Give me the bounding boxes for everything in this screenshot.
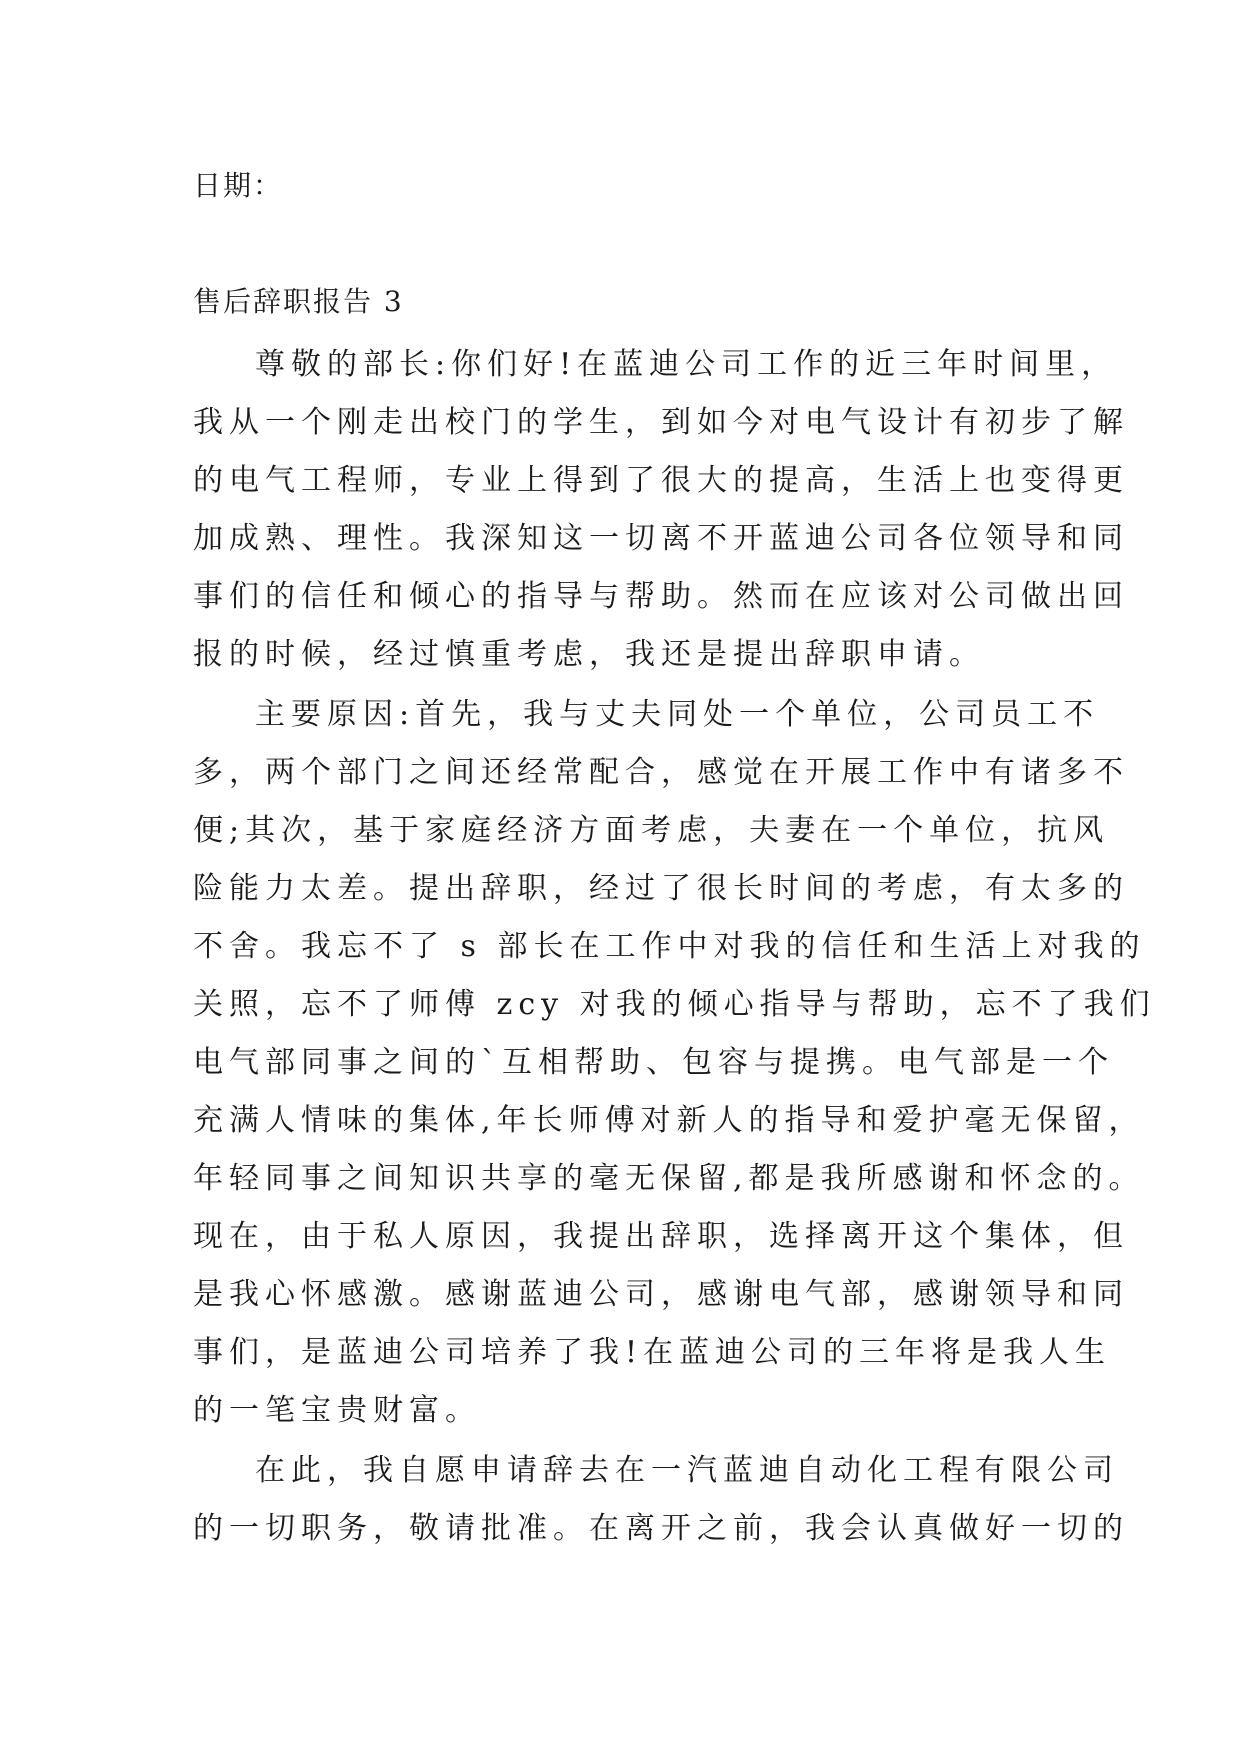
text-line: 不舍。我忘不了 s 部长在工作中对我的信任和生活上对我的 — [193, 929, 1146, 964]
text-line: 年轻同事之间知识共享的毫无保留,都是我所感谢和怀念的。 — [193, 1161, 1145, 1196]
paragraph-greeting — [193, 336, 1129, 684]
paragraph-reasons — [193, 686, 1156, 1440]
document-title: 售后辞职报告 3 — [193, 285, 404, 318]
text-line: 关照，忘不了师傅 zcy 对我的倾心指导与帮助，忘不了我们 — [193, 987, 1156, 1022]
text-line: 充满人情味的集体,年长师傅对新人的指导和爱护毫无保留， — [193, 1103, 1145, 1138]
text-line: 事们的信任和倾心的指导与帮助。然而在应该对公司做出回 — [193, 579, 1129, 614]
text-line: 多，两个部门之间还经常配合，感觉在开展工作中有诸多不 — [193, 755, 1129, 790]
text-line: 主要原因:首先，我与丈夫同处一个单位，公司员工不 — [255, 697, 1100, 732]
text-line: 便;其次，基于家庭经济方面考虑，夫妻在一个单位，抗风 — [193, 813, 1110, 848]
text-line: 的电气工程师，专业上得到了很大的提高，生活上也变得更 — [193, 463, 1129, 498]
text-line: 报的时候，经过慎重考虑，我还是提出辞职申请。 — [193, 637, 985, 672]
document-body — [193, 336, 1156, 1560]
date-label: 日期： — [193, 169, 284, 202]
text-line: 险能力太差。提出辞职，经过了很长时间的考虑，有太多的 — [193, 871, 1129, 906]
text-line: 电气部同事之间的`互相帮助、包容与提携。电气部是一个 — [193, 1045, 1114, 1080]
text-line: 是我心怀感激。感谢蓝迪公司，感谢电气部，感谢领导和同 — [193, 1277, 1129, 1312]
text-line: 尊敬的部长:你们好!在蓝迪公司工作的近三年时间里， — [255, 347, 1118, 382]
text-line: 在此，我自愿申请辞去在一汽蓝迪自动化工程有限公司 — [255, 1453, 1119, 1488]
text-line: 事们，是蓝迪公司培养了我!在蓝迪公司的三年将是我人生 — [193, 1335, 1112, 1370]
text-line: 的一切职务，敬请批准。在离开之前，我会认真做好一切的 — [193, 1511, 1129, 1546]
paragraph-request — [193, 1442, 1129, 1558]
text-line: 我从一个刚走出校门的学生，到如今对电气设计有初步了解 — [193, 405, 1129, 440]
text-line: 现在，由于私人原因，我提出辞职，选择离开这个集体，但 — [193, 1219, 1129, 1254]
text-line: 的一笔宝贵财富。 — [193, 1393, 481, 1428]
text-line: 加成熟、理性。我深知这一切离不开蓝迪公司各位领导和同 — [193, 521, 1129, 556]
